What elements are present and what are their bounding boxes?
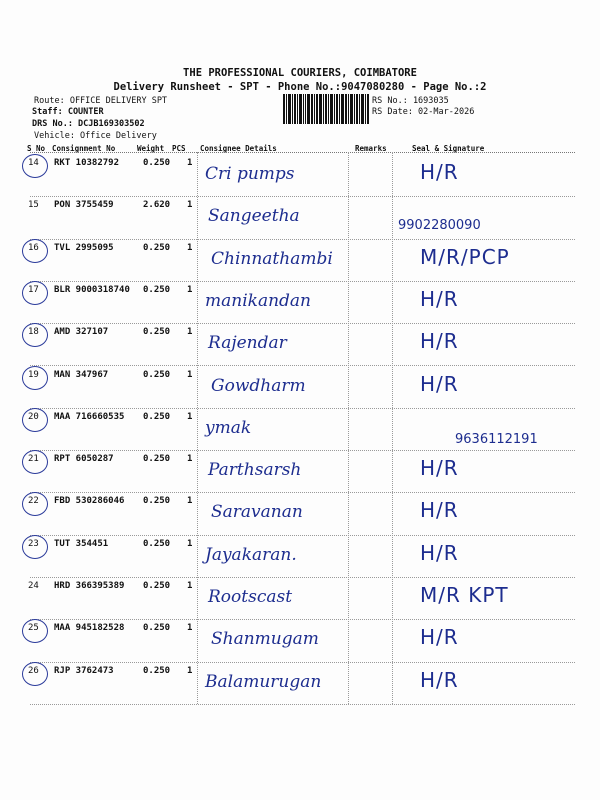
row-pcs: 1 xyxy=(187,327,193,338)
row-consignment-no: RJP 3762473 xyxy=(54,665,114,676)
row-signature-handwritten: H/R xyxy=(420,625,459,650)
row-consignee-handwritten: Rajendar xyxy=(208,333,287,354)
row-pcs: 1 xyxy=(187,538,193,549)
col-sno: S No xyxy=(27,144,46,153)
row-weight: 0.250 xyxy=(143,538,171,549)
barcode-image xyxy=(283,94,369,124)
row-consignee-handwritten: Parthsarsh xyxy=(208,460,302,481)
company-title: THE PROFESSIONAL COURIERS, COIMBATORE xyxy=(183,67,417,79)
row-consignment-no: HRD 366395389 xyxy=(54,581,125,591)
row-sno: 22 xyxy=(28,496,39,507)
row-signature-handwritten: H/R xyxy=(420,498,459,523)
row-signature-handwritten: H/R xyxy=(420,286,459,311)
row-sno: 20 xyxy=(28,411,39,422)
row-consignment-no: MAA 945182528 xyxy=(54,623,125,634)
drs-number: DRS No.: DCJB169303502 xyxy=(32,119,145,129)
row-divider xyxy=(30,704,575,705)
row-signature-handwritten: H/R xyxy=(420,329,459,354)
col-weight: Weight xyxy=(137,144,165,153)
row-divider xyxy=(30,239,575,240)
row-consignee-handwritten: Gowdharm xyxy=(211,375,306,396)
row-signature-handwritten: M/R/PCP xyxy=(420,244,510,269)
row-sno: 15 xyxy=(28,200,39,211)
row-consignee-handwritten: Jayakaran. xyxy=(205,544,297,565)
row-consignment-no: AMD 327107 xyxy=(54,327,109,338)
row-consignee-handwritten: Cri pumps xyxy=(205,164,295,184)
row-pcs: 1 xyxy=(187,454,193,465)
row-weight: 0.250 xyxy=(143,496,171,507)
row-weight: 0.250 xyxy=(143,327,171,338)
runsheet-row xyxy=(0,664,600,706)
runsheet-row xyxy=(0,241,600,283)
row-sno: 16 xyxy=(28,242,39,253)
row-consignment-no: MAA 716660535 xyxy=(54,411,125,422)
row-weight: 0.250 xyxy=(143,369,171,380)
row-consignment-no: BLR 9000318740 xyxy=(54,284,130,295)
row-weight: 0.250 xyxy=(143,581,171,591)
row-signature-handwritten: H/R xyxy=(420,540,459,565)
row-weight: 0.250 xyxy=(143,284,171,295)
row-weight: 2.620 xyxy=(143,200,171,211)
row-pcs: 1 xyxy=(187,623,193,634)
row-weight: 0.250 xyxy=(143,665,171,676)
row-sno: 17 xyxy=(28,284,39,295)
row-consignment-no: TUT 354451 xyxy=(54,538,109,549)
row-divider xyxy=(30,662,575,663)
row-pcs: 1 xyxy=(187,496,193,507)
row-weight: 0.250 xyxy=(143,454,171,465)
row-pcs: 1 xyxy=(187,158,193,168)
row-pcs: 1 xyxy=(187,665,193,676)
runsheet-row xyxy=(0,156,600,198)
row-divider xyxy=(30,281,575,282)
row-consignment-no: MAN 347967 xyxy=(54,369,109,380)
runsheet-row xyxy=(0,283,600,325)
header-divider xyxy=(30,152,575,153)
row-sno: 18 xyxy=(28,327,39,338)
row-divider xyxy=(30,619,575,620)
row-sno: 19 xyxy=(28,369,39,380)
row-pcs: 1 xyxy=(187,200,193,211)
runsheet-row xyxy=(0,621,600,663)
row-signature-handwritten: H/R xyxy=(420,456,459,481)
row-pcs: 1 xyxy=(187,242,193,253)
row-sno: 24 xyxy=(28,581,39,591)
runsheet-row xyxy=(0,325,600,367)
runsheet-row xyxy=(0,198,600,240)
runsheet-row xyxy=(0,579,600,621)
row-divider xyxy=(30,196,575,197)
runsheet-row xyxy=(0,452,600,494)
row-consignment-no: FBD 530286046 xyxy=(54,496,125,507)
row-sno: 14 xyxy=(28,158,39,168)
row-consignee-handwritten: Chinnathambi xyxy=(211,248,333,269)
row-consignment-no: RKT 10382792 xyxy=(54,158,120,168)
row-consignee-handwritten: Shanmugam xyxy=(211,629,319,650)
col-remarks: Remarks xyxy=(355,144,387,153)
row-divider xyxy=(30,365,575,366)
col-seal-signature: Seal & Signature xyxy=(412,144,485,153)
row-divider xyxy=(30,323,575,324)
row-signature-handwritten: H/R xyxy=(420,667,459,692)
col-consignment: Consignment No xyxy=(52,144,116,153)
runsheet-row xyxy=(0,368,600,410)
rs-number: RS No.: 1693035 xyxy=(372,96,449,106)
runsheet-subtitle: Delivery Runsheet - SPT - Phone No.:9047080280 - Page No.:2 xyxy=(113,81,487,93)
row-consignment-no: RPT 6050287 xyxy=(54,454,114,465)
row-consignment-no: PON 3755459 xyxy=(54,200,114,211)
row-divider xyxy=(30,492,575,493)
row-consignee-handwritten: Sangeetha xyxy=(208,206,300,227)
runsheet-row xyxy=(0,537,600,579)
rs-date: RS Date: 02-Mar-2026 xyxy=(372,107,475,117)
row-weight: 0.250 xyxy=(143,242,171,253)
row-sno: 26 xyxy=(28,665,39,676)
row-weight: 0.250 xyxy=(143,623,171,634)
row-weight: 0.250 xyxy=(143,411,171,422)
row-pcs: 1 xyxy=(187,411,193,422)
row-signature-handwritten: M/R KPT xyxy=(420,583,509,607)
row-signature-handwritten: 9902280090 xyxy=(398,218,481,234)
row-consignee-handwritten: Balamurugan xyxy=(205,671,322,692)
row-consignee-handwritten: ymak xyxy=(205,417,252,438)
staff-label: Staff: COUNTER xyxy=(32,107,104,117)
row-pcs: 1 xyxy=(187,284,193,295)
row-signature-handwritten: 9636112191 xyxy=(455,431,538,447)
row-divider xyxy=(30,535,575,536)
row-signature-handwritten: H/R xyxy=(420,160,459,184)
row-consignee-handwritten: Rootscast xyxy=(208,587,293,607)
row-divider xyxy=(30,408,575,409)
runsheet-row xyxy=(0,494,600,536)
row-consignee-handwritten: Saravanan xyxy=(211,502,303,523)
row-divider xyxy=(30,450,575,451)
row-consignee-handwritten: manikandan xyxy=(205,290,311,311)
row-pcs: 1 xyxy=(187,581,193,591)
row-sno: 23 xyxy=(28,538,39,549)
row-pcs: 1 xyxy=(187,369,193,380)
row-weight: 0.250 xyxy=(143,158,171,168)
col-pcs: PCS xyxy=(172,144,186,153)
runsheet-row xyxy=(0,410,600,452)
row-consignment-no: TVL 2995095 xyxy=(54,242,114,253)
route-label: Route: OFFICE DELIVERY SPT xyxy=(34,96,168,106)
row-sno: 25 xyxy=(28,623,39,634)
row-sno: 21 xyxy=(28,454,39,465)
col-consignee: Consignee Details xyxy=(200,144,277,153)
vehicle-label: Vehicle: Office Delivery xyxy=(34,131,157,141)
row-signature-handwritten: H/R xyxy=(420,371,459,396)
row-divider xyxy=(30,577,575,578)
